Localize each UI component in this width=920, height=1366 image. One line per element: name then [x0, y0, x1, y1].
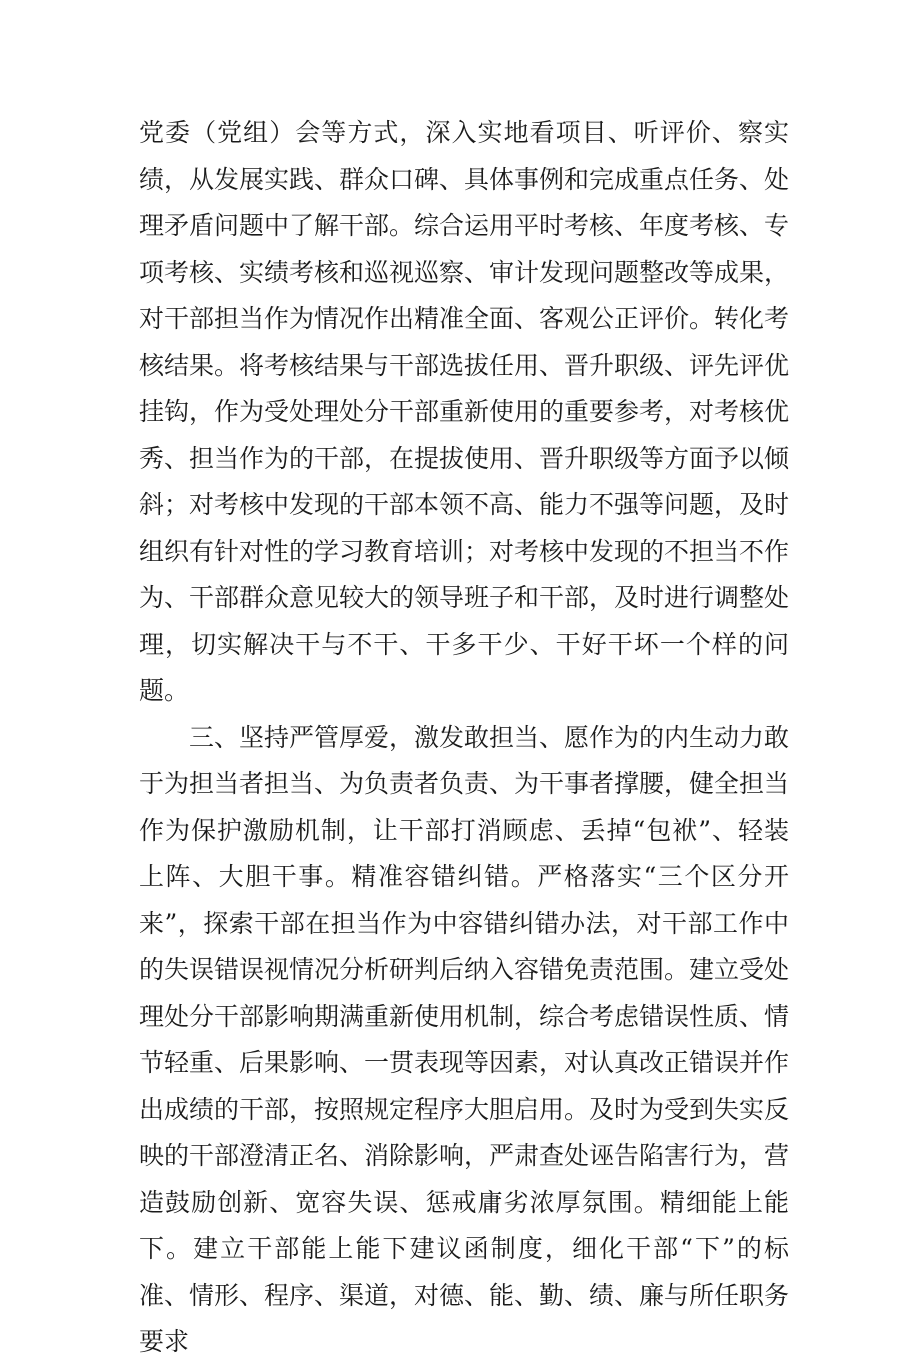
paragraph-section-three: 三、坚持严管厚爱，激发敢担当、愿作为的内生动力敢于为担当者担当、为负责者负责、为干事者撑腰，健全担当作为保护激励机制，让干部打消顾虑、丢掉“包袱”、轻装上阵、大胆干事。精准容错纠错。严格落实“三个区分开来”，探索干部在担当作为中容错纠错办法，对干部工作中的失误错误视情况分析研判后纳入容错免责范围。建立受处理处分干部影响期满重新使用机制，综合考虑错误性质、情节轻重、后果影响、一贯表现等因素，对认真改正错误并作出成绩的干部，按照规定程序大胆启用。及时为受到失实反映的干部澄清正名、消除影响，严肃查处诬告陷害行为，营造鼓励创新、宽容失误、惩戒庸劣浓厚氛围。精细能上能下。建立干部能上能下建议函制度，细化干部“下”的标准、情形、程序、渠道，对德、能、勤、绩、廉与所任职务要求: [139, 722, 790, 1356]
document-body: [139, 110, 789, 1366]
paragraph-continued: 党委（党组）会等方式，深入实地看项目、听评价、察实绩，从发展实践、群众口碑、具体事例和完成重点任务、处理矛盾问题中了解干部。综合运用平时考核、年度考核、专项考核、实绩考核和巡视巡察、审计发现问题整改等成果，对干部担当作为情况作出精准全面、客观公正评价。转化考核结果。将考核结果与干部选拔任用、晋升职级、评先评优挂钩，作为受处理处分干部重新使用的重要参考，对考核优秀、担当作为的干部，在提拔使用、晋升职级等方面予以倾斜；对考核中发现的干部本领不高、能力不强等问题，及时组织有针对性的学习教育培训；对考核中发现的不担当不作为、干部群众意见较大的领导班子和干部，及时进行调整处理，切实解决干与不干、干多干少、干好干坏一个样的问题。: [139, 118, 790, 705]
